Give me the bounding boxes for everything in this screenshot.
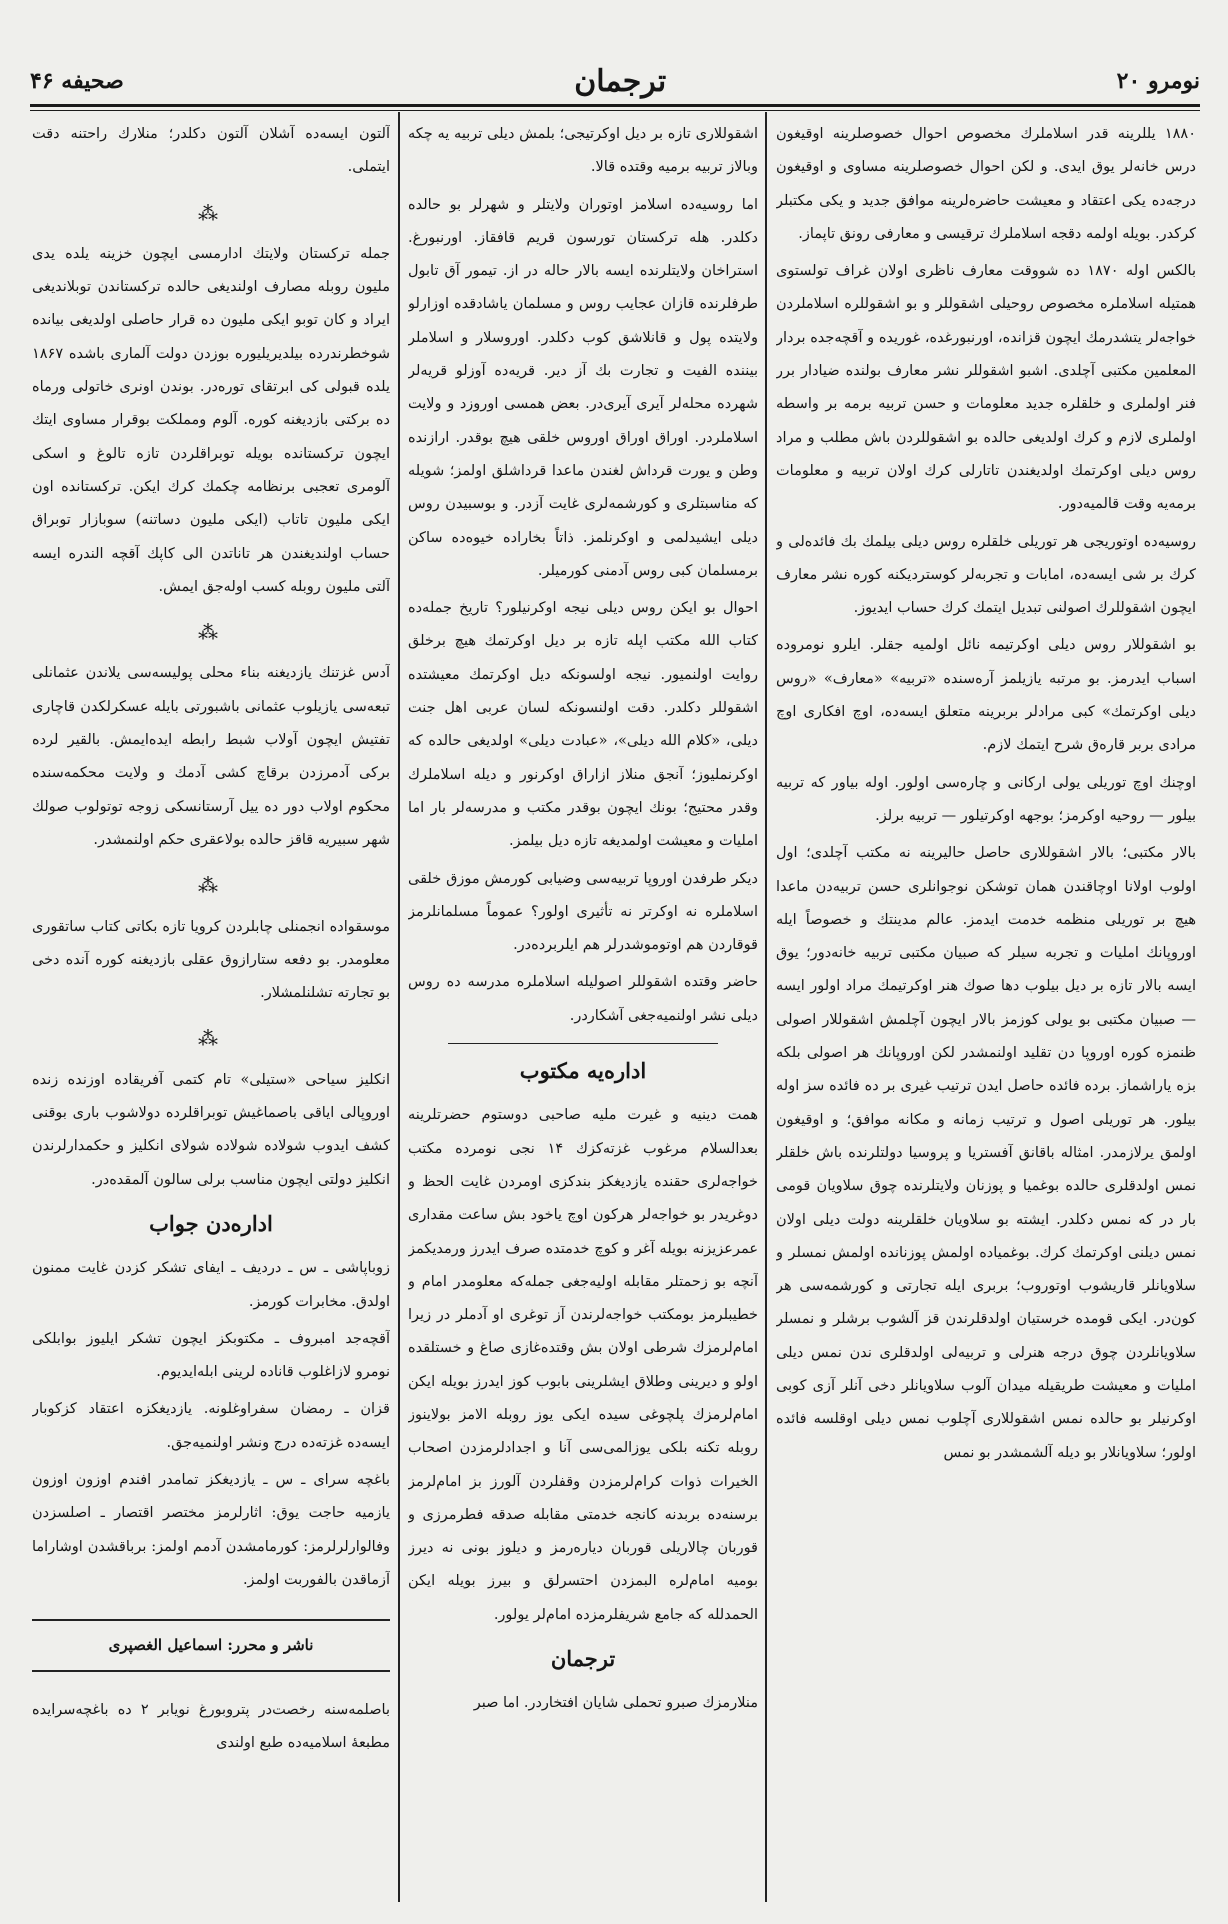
page-number: صحیفه ۴۶	[30, 68, 124, 94]
article-paragraph: اوچنك اوچ توریلی یولی ارکانی و چاره‌سی اولور. اوله بیاور که تربیه بیلور — روحیه اوکرمز؛ بوجهه اوکرتیلور — تربیه برلز.	[776, 774, 1196, 824]
newspaper-title: ترجمان	[574, 63, 667, 99]
letter-paragraph: همت دینیه و غیرت ملیه صاحبی دوستوم حضرتلرینه بعدالسلام مرغوب غزته‌کزك ۱۴ نجی نومرده مکتب خواجه‌لری حقنده یازدیغکز بندکزی اومردن غایت الحظ و دوغریدر بو خواجه‌لر هرکون اوچ یاخود بش ساعت مقداری عمرعزیزنه بویله آغر و کوچ خدمتده صرف ایدرز ورمدیکمز آنچه بو زحمتلر مقابله اولیه‌جغی جمله‌که معلومدر امام و خطیبلرمز بومکتب خواجه‌لرندن آز توغری او آدملر در زیرا امام‌لرمزك شرطی اولان بش وقتده‌غازی صاغ و خستلقده اولو و دیرینی وطلاق ایشلرینی بابوب کوز ایدرز بویله ایکن امام‌لرمزك پلچوغی سیده ایکی یوز روبله الامز بولاینوز روبله تکنه بلکی یوزالمی‌سی آنا و اجدادلرمزدن اصحاب الخیرات ذوات کرام‌لرمزدن وقفلردن آلورز بز امام‌لرمز برسنه‌ده بربدنه کانجه خدمتی مقابله صدقه فطرمرزی و قوربان چالاریلی قوربان دیاره‌رمز و دیلوز بونی نه دیرز بومیه امام‌لره البمزدن احتسرلق و بیرز بویله ایکن الحمدلله که جامع شریفلرمزده امام‌لر یولور.	[408, 1107, 758, 1623]
header-rule-thin	[30, 110, 1200, 111]
news-item: انکلیز سیاحی «ستیلی» تام کتمی آفریقاده اوزنده زنده اوروپالی ایاقی باصماغیش توبراقلرده دولاشوب باری بوقنی کشف ایدوب شولاده شولاده شولای انکلیز و حکمدارلرندن انکلیز دولتی ایچون مناسب برلی سالون آلمقده‌در.	[32, 1071, 390, 1188]
article-paragraph: آلتون ایسه‌ده آشلان آلتون دکلدر؛ منلارك راحتنه دقت ایتملی.	[32, 126, 390, 176]
article-paragraph: اشقوللاری تازه بر دیل اوکرتیجی؛ بلمش دیلی تربیه یه چکه وبالاز تربیه برمیه وقتده قالا.	[408, 126, 758, 176]
news-item: جمله ترکستان ولایتك ادارمسی ایچون خزینه یلده یدی ملیون روبله مصارف اولندیغی حالده ترکستاندن توبلاندیغی ایراد و کان توبو ایکی ملیون ده قرار حاصلی اولدیغی بیانده شوخطرندرده بیلدیریلیوره بوزدن دولت آلماری باشده ۱۸۶۷ یلده قبولی کی ابرتقای توره‌در. بوندن اونری خاتولی ورماه ده برکتی بازدیغنه کوره. آلوم ومملکت بوقرار مساوی ایتك ایچون ترکستانده بویله توبراقلردن تازه تالوغ و اسکی آلومری تعجبی برنظامه چکمك کرك ایکن. ترکستانده اون ایکی ملیون تاتاب (ایکی ملیون دساتنه) سوبازار توبراق حساب اولندیغندن هر تاناتدن الی کاپك آقچه الندره ایسه آلتی ملیون روبله کسب اوله‌جق ایمش.	[32, 245, 390, 595]
section-divider	[448, 1043, 718, 1044]
column-right	[776, 118, 1196, 1898]
issue-number: نومرو ۲۰	[1116, 68, 1200, 94]
asterism-divider: ⁂	[198, 1026, 224, 1051]
article-paragraph: دیکر طرفدن اوروپا تربیه‌سی وضیابی کورمش موزق خلقی اسلاملره نه اوکرتر نه تأثیری اولور؟ عموماً مسلمانلرمز قوقاردن هم اوتوموشدرلر هم ایلربرده‌در.	[408, 870, 758, 954]
article-paragraph: روسیه‌ده اوتوریجی هر توریلی خلقلره روس دیلی بیلمك بك فائده‌لی و کرك بر شی ایسه‌ده، امابات و تجربه‌لر کوستردیکنه کوره نشر معارف ایچون اشقوللرك اصولنی تبدیل ایتمك کرك حساب ایدیوز.	[776, 533, 1196, 617]
article-paragraph: احوال بو ایکن روس دیلی نیجه اوکرنیلور؟ تاریخ جمله‌ده کتاب الله مکتب اپله تازه بر دیل اوکرتمك هیچ برخلق روایت اولنمیور. نیجه اولسونکه دیل اوکرتمك معیشتده اشقوللر دکلدر. دقت اولنسونکه لسان عربی اهل جنت دیلی، «کلام الله دیلی»، «عبادت دیلی» اولدیغی حالده که اوکرنملیوز؛ آنجق منلاز ازاراق اوکرنور و دیله اسلاملرك وقدر محتیج؛ بونك ایچون بوقدر مکتب و مدرسه‌لر بار اما املیات و معیشت اولمدیغه تازه دیل بیلمز.	[408, 600, 758, 850]
masthead	[30, 58, 1200, 104]
reply-item: آقچه‌جد امبروف ـ مکتوبکز ایچون تشکر ایلیوز بوابلکی نومرو لازاغلوب قاناده لرینی ابله‌ایدیوم.	[32, 1330, 390, 1381]
article-paragraph: ۱۸۸۰ یللرینه قدر اسلاملرك مخصوص احوال خصوصلرینه اوقیغون درس خانه‌لر یوق ایدی. و لکن احوال خصوصلرینه مساوی و اوقیغون درجه‌ده یکی اعتقاد و معیشت حاضره‌لرینه موافق جدید و یکی مکتبلر کرکدر. بویله اولمه دقجه اسلاملرك ترقیسی و معارفی رونق تاپماز.	[776, 126, 1196, 242]
asterism-divider: ⁂	[198, 200, 224, 225]
asterism-divider: ⁂	[198, 620, 224, 645]
reply-item: قزان ـ رمضان سفراوغلونه. یازدیغکزه اعتقاد کزکوبار ایسه‌ده غزته‌ده درج ونشر اولنمیه‌جق.	[32, 1401, 390, 1451]
article-paragraph: حاضر وقتده اشقوللر اصولیله اسلاملره مدرسه ده روس دیلی نشر اولنمیه‌جغی آشکاردر.	[408, 974, 758, 1024]
column-left	[32, 118, 390, 1898]
closing-paragraph: منلارمزك صبرو تحملی شایان افتخاردر. اما صبر	[473, 1695, 758, 1712]
reply-item: زوباپاشی ـ س ـ دردیف ـ ایفای تشکر کزدن غایت ممنون اولدق. مخابرات کورمز.	[32, 1260, 390, 1310]
reply-item: باغچه سرای ـ س ـ یازدیغکز تمامدر افندم اوزون اوزون یازمیه حاجت یوق: اثارلرمز مختصر اقتصار ـ اصلسزدن وفالوارلرلرمز: کورمامشدن آدمم اولمز: برباقشدن اوشاراما آزماقدن بالفوربت اولمز.	[32, 1471, 390, 1588]
reply-heading: اداره‌دن جواب	[149, 1210, 273, 1236]
column-middle	[408, 118, 758, 1898]
article-paragraph: اما روسیه‌ده اسلامز اوتوران ولایتلر و شهرلر بو حالده دکلدر. هله ترکستان تورسون قریم قافقاز. اورنبورغ. استراخان ولایتلرنده ایسه بالار حاله در از. تیمور آق تابول طرفلرنده قازان عجایب روس و مسلمان یاشادقده اوزارلو ولایتده پول و قانلاشق کوب دکلدر. اوروسلار و اسلاملر بیننده الفیت و تجارت بك آز دیر. قریه‌ده آوزلو قریه‌لر شهرده محله‌لر آیری آیری‌در. بعض همسی اوروزد و ولایت اسلاملردر. اوراق اوراق اوروس خلقی هیچ بوقدر. ارازنده وطن و یورت قرداش لغندن ماعدا قرداشلق اولمز؛ شویله که مناسبتلری و کورشمه‌لری غایت آزدر. و بوسبیدن روس دیلی ایشیدلمی و اوکرنلمز. ذاتاً بخاراده خیوه‌ده ساکن برمسلمان کبی روس آدمنی کورمیلر.	[408, 196, 758, 579]
article-paragraph: بالار مکتبی؛ بالار اشقوللاری حاصل حالیرینه نه مکتب آچلدی؛ اول اولوب اولانا اوچاقندن همان توشکن نوجوانلری حسن تربیه‌دن ماعدا هیچ بر توریلی منظمه خدمت ایدمز. عالم مدینتك و خصوصاً ایله اوروپانك املیات و تجربه سیلر که صبیان مکتبی تربیه خانه‌دور؛ یوق ایسه بالار تازه بر دیل بیلوب دها صوك هنر اوکرتیمك مراد اولور ایسه — صبیان مکتبی بو یولی کوزمز بالار ایچون آچلمش اشقوللار اصولی ظنمزه کوره اوروپا دن تقلید اولنمشدر لکن اوروپانك هر اصولی بلکه بزه یاراشماز. برده فائده حاصل ایدن ترتیب غیری بر ده فائده سز اوله بیلور. هر توریلی اصول و ترتیب زمانه و مکانه موافق؛ و اوقیغون اولمق یرلازمدر. امثاله باقانق آفستریا و پروسیا دولتلرنده باش خلقلر نمس اولدقلری حالده بوغمیا و پوزنان ولایتلرنده چوق سلاویان قومی بار در که نمس دکلدر. ایشته بو سلاویان خلقلرینه دولت دیلی اولان نمس دیلنی اوکرتمك کرك. بوغمیاده اولمش پوزنانده اولمش نمسلر و سلاویانلر قاریشوب اوتوروب؛ بربری ایله تجارتی و کورشمه‌سی هر کون‌در. ایکی قومده خرستیان اولدقلرندن قز آلشوب برشلر و نمسلر سلاویانلردن چوق درجه هنرلی و تربیه‌لی اولدقلری ندن نمس دیلی املیات و معیشت طریقیله میدان آلوب سلاویانلر دخی آنلر آزی کوبی اوکرنیلر بو حالده نمس اشقوللاری آچلوب نمس دیلی اوقلسه فائده اولور؛ سلاویانلار بو دیله آلشمشدر بو نمس	[776, 845, 1196, 1461]
column-divider-left	[398, 112, 400, 1902]
closing-heading: ترجمان	[550, 1646, 616, 1672]
imprint-line: باصلمه‌سنه رخصت‌در پتروبورغ نویابر ۲ ده باغچه‌سرایده مطبعهٔ اسلامیه‌ده طبع اولندی	[32, 1702, 390, 1752]
news-item: موسقواده انجمنلی چابلردن کرویا تازه بکاتی کتاب ساتقوری معلومدر. بو دفعه ستارازوق عقلی بازدیغنه کوره آنده دخی بو تجارته تشلنلمشلار.	[32, 918, 390, 1002]
news-item: آدس غزتنك یازدیغنه بناء محلی پولیسه‌سی یلاندن عثمانلی تبعه‌سی یازیلوب عثمانی باشبورتی بایله عسکرلکدن قاچاری تفتیش ایچون آولاب شبط رابطه ایده‌ایمش. بالقیر لرده برکی آدمرزدن برقاچ کشی آدمك و ولایت محکمه‌سنده محکوم اولاب دور ده ییل آرستانسکی زوجه توتولوب صولك شهر سبیریه قاقز حالده بولاعقری حکم اولنمشدر.	[32, 665, 390, 848]
article-paragraph: بو اشقوللار روس دیلی اوکرتیمه نائل اولمیه جقلر. ایلرو نومروده اسباب ایدرمز. بو مرتبه یازیلمز آره‌سنده «تربیه» «معارف» «روس دیلی اوکرتمك» کبی مرادلر بربرینه متعلق ایسه‌ده، اوچ افکاری اوچ مرادی بربر قاره‌ق شرح ایتمك لازم.	[776, 637, 1196, 754]
asterism-divider: ⁂	[198, 873, 224, 898]
header-rule	[30, 104, 1200, 107]
article-paragraph: بالکس اوله ۱۸۷۰ ده شووقت معارف ناظری اولان غراف تولستوی همتیله اسلاملره مخصوص روحیلی اشقوللر و بو اشقوللره اسلاملردن خواجه‌لر یتشدرمك ایچون قزانده، اورنبورغده، غوریده و آقچه‌جده بردار المعلمین مکتبی آچلدی. اشبو اشقوللر نشر معارف بولنده ضیادار برر فنر اولملری و خلقلره جدید معلومات و حسن تربیه برمه بر واسطه اولملری لازم و کرك اولدیغی حالده بو اشقوللردن باش مطلب و مراد روس دیلی اوکرتمك اولدیغندن تاتارلی کرك اولان تربیه و معلومات برمه‌یه وقت قالمیه‌دور.	[776, 263, 1196, 513]
letter-heading: اداره‌یه مکتوب	[519, 1058, 647, 1084]
publisher-signature: ناشر و محرر: اسماعیل الغصپری	[32, 1619, 390, 1672]
column-divider-right	[765, 112, 767, 1902]
